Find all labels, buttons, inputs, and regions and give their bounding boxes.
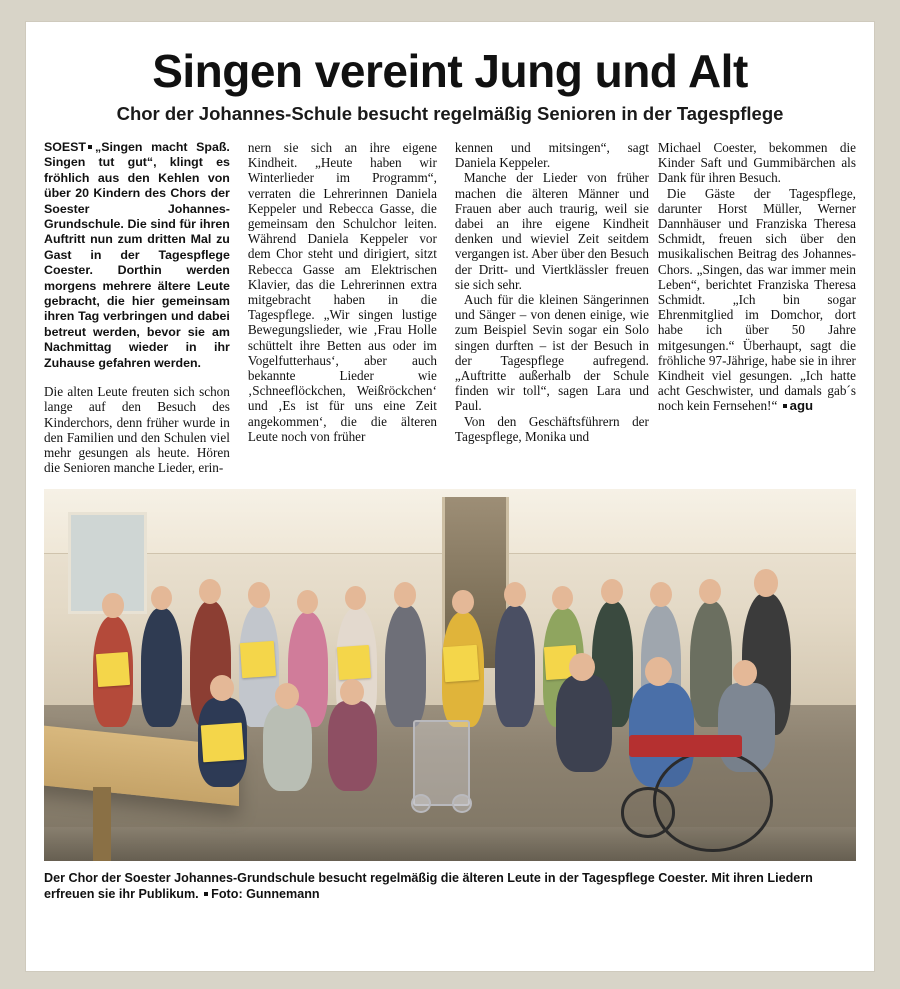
photo-person-head: [452, 590, 474, 615]
article-paragraph: nern sie sich an ihre eigene Kindheit. „Heute haben wir Winterlieder im Programm“, verraten die Lehrerinnen Daniela Keppeler und Rebecca Gasse, die gemeinsam den Schulchor leiten. Während Daniela Keppeler vor dem Chor steht und dirigiert, sitzt Rebecca Gasse am Elektrischen Klavier, das die Lehrerinnen extra mitgebracht haben in die Tagespflege. „Wir singen lustige Bewegungslieder, wie ‚Frau Holle schüttelt ihre Betten aus oder im Vogelfutterhaus‘, aber auch bekannte Lieder wie ‚Schneeflöckchen, Weißröckchen‘ und ‚Es ist für uns eine Zeit angekommen‘, die die älteren Leute noch von früher: [247, 140, 437, 444]
article-paragraph: Von den Geschäftsführern der Tagespflege, Monika und: [454, 413, 649, 444]
photo-person-head: [650, 582, 672, 607]
photo-table-leg: [93, 787, 111, 861]
article-lead-paragraph: [44, 140, 230, 371]
article-paragraph: kennen und mitsingen“, sagt Daniela Keppeler.: [454, 140, 649, 171]
photo-person: [385, 605, 426, 728]
dateline: SOEST: [44, 140, 86, 154]
article-lead-text: „Singen macht Spaß. Singen tut gut“, klingt es fröhlich aus den Kehlen von über 20 Kindern des Chors der Soester Johannes-Grundschule. Die sind für ihren Auftritt nun zum dritten Mal zu Gast in der Tagespflege Coester. Dorthin werden morgens mehrere ältere Leute gebracht, die hier gemeinsam ihren Tag verbringen und dabei betreut werden, bevor sie am Nachmittag wieder in ihr Zuhause gefahren werden.: [44, 140, 230, 370]
photo-person-head: [102, 593, 123, 617]
photo-caption: [44, 870, 856, 902]
article-paragraph: [658, 186, 856, 414]
photo-song-sheet: [239, 641, 275, 679]
article-paragraph: Manche der Lieder von früher machen die älteren Männer und Frauen aber auch traurig, weil sie dabei an ihre eigene Kindheit denken und wieviel Zeit seitdem vergangen ist. Aber über den Besuch der Dritt- und Viertklässler freuen sie sich sehr.: [454, 170, 649, 292]
photo-person-head: [394, 582, 416, 607]
photo-person-head: [297, 590, 318, 614]
article-column-2: [239, 140, 446, 444]
photo-walker-wheel: [452, 794, 472, 813]
photo-caption-text: Der Chor der Soester Johannes-Grundschule besucht regelmäßig die älteren Leute in der Tagespflege Coester. Mit ihren Liedern erfreuen sie ihr Publikum.: [44, 871, 813, 902]
photo-song-sheet: [337, 644, 372, 680]
photo-scene: [44, 489, 856, 861]
photo-song-sheet: [201, 722, 244, 762]
article-subhead: Chor der Johannes-Schule besucht regelmäßig Senioren in der Tagespflege: [116, 103, 784, 124]
article-sheet: [26, 22, 874, 971]
byline: agu: [789, 398, 814, 414]
photo-person: [495, 605, 536, 728]
photo-person-head: [199, 579, 221, 604]
article-column-3: [446, 140, 649, 444]
article-paragraph-text: Die Gäste der Tagespflege, darunter Horst Müller, Werner Dannhäuser und Franziska Theresa Schmidt, freuen sich über den musikalischen Beitrag des Johannes-Chors. „Singen, das war immer mein Leben“, berichtet Franziska Theresa Schmidt. „Ich bin sogar Ehrenmitglied im Domchor, dort habe ich über 50 Jahre mitgesungen.“ Überhaupt, sagt die fröhliche 97-Jährige, habe sie in ihrer Kindheit viel gesungen. „Ich hatte acht Geschwister, und damals gab´s noch kein Fernsehen!“: [657, 185, 856, 414]
photo-child-seated: [328, 701, 377, 790]
photo-child-seated: [263, 705, 312, 791]
photo-wheelchair-wheel: [621, 787, 676, 838]
photo-credit: Foto: Gunnemann: [211, 887, 320, 902]
dateline-square-icon: [88, 145, 92, 149]
photo-wheelchair-frame: [629, 735, 743, 757]
photo-person-head: [601, 579, 623, 604]
article-paragraph: Michael Coester, bekommen die Kinder Saft und Gummibärchen als Dank für ihren Besuch.: [657, 140, 856, 186]
photo-person-head: [699, 579, 721, 604]
photo-song-sheet: [96, 652, 131, 688]
photo-song-sheet: [443, 644, 479, 682]
photo-senior: [556, 675, 613, 772]
article-photo: [44, 489, 856, 861]
page-title: Singen vereint Jung und Alt: [152, 45, 748, 97]
photo-person-head: [504, 582, 526, 607]
photo-person: [141, 608, 182, 727]
article-paragraph: Die alten Leute freuten sich schon lange auf den Besuch des Kinderchors, denn früher wurde in den Familien und den Schulen viel mehr gesungen als heute. Hören die Senioren manche Lieder, erin-: [44, 384, 230, 476]
byline-square-icon: [783, 404, 787, 408]
photo-child-head: [340, 679, 364, 705]
photo-person-head: [754, 569, 778, 597]
article-column-1: [44, 140, 239, 475]
caption-square-icon: [204, 892, 208, 896]
photo-walker: [413, 720, 470, 806]
article-paragraph: Auch für die kleinen Sängerinnen und Sänger – von denen einige, wie zum Beispiel Sevin sogar ein Solo singen durften – ist der Besuch in der Tagespflege aufregend. „Auftritte außerhalb der Schule finden wir toll“, sagen Lara und Paul.: [454, 292, 649, 414]
photo-person-head: [248, 582, 270, 607]
photo-child-head: [275, 683, 299, 709]
article-columns: [44, 140, 856, 475]
photo-senior-head: [569, 653, 595, 681]
article-column-4: [649, 140, 856, 414]
